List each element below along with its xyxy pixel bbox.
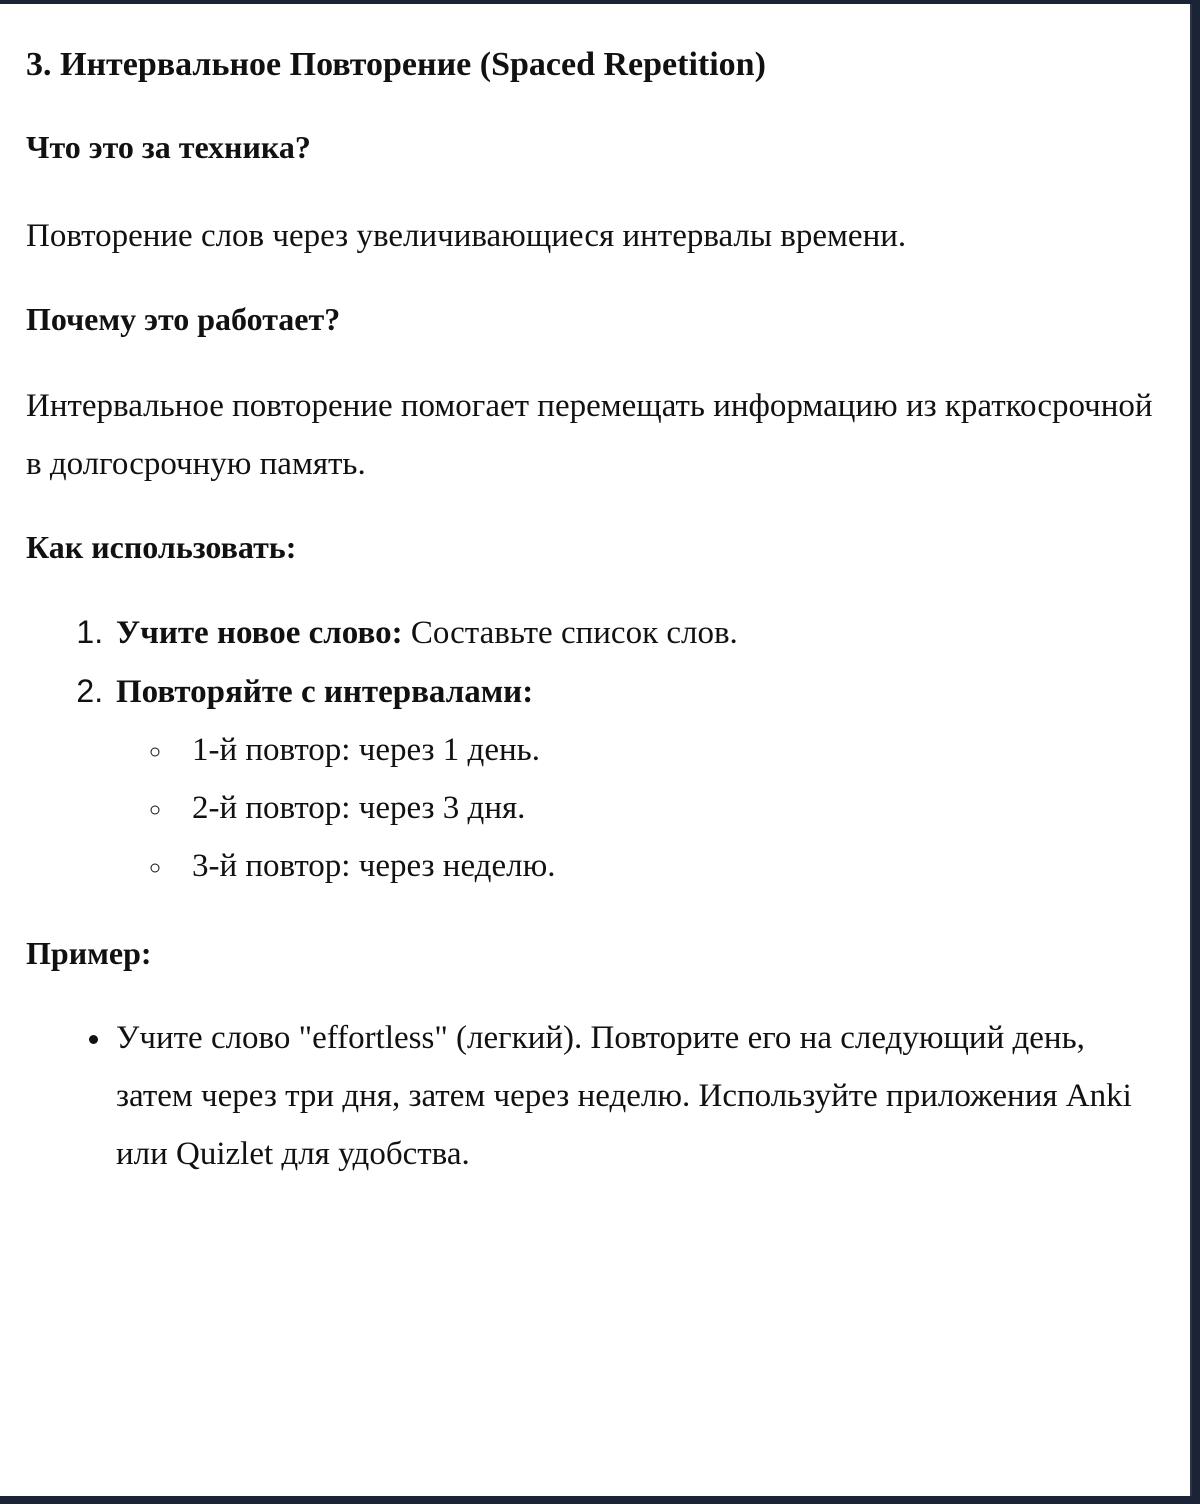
step-item <box>112 603 1166 662</box>
step-label: Повторяйте с интервалами: <box>116 673 534 710</box>
step-item <box>112 662 1166 895</box>
document-page <box>0 4 1192 1496</box>
section-heading-what: Что это за техника? <box>26 128 311 165</box>
interval-item: ◦ 1-й повтор: через 1 день. <box>174 721 1166 779</box>
section-heading-example: Пример: <box>26 934 152 971</box>
step-label: Учите новое слово: <box>116 614 403 651</box>
how-to-steps-list <box>26 603 1166 895</box>
example-list <box>26 1009 1166 1183</box>
section-heading-how: Как использовать: <box>26 528 297 565</box>
section-heading-why: Почему это работает? <box>26 300 341 337</box>
step-text: Составьте список слов. <box>402 614 738 651</box>
section-text-why: Интервальное повторение помогает перемещать информацию из краткосрочной в долгосрочную память. <box>26 387 1153 482</box>
interval-item: ◦ 3-й повтор: через неделю. <box>174 837 1166 895</box>
document-content <box>26 44 1166 1183</box>
example-item: • Учите слово "effortless" (легкий). Повторите его на следующий день, затем через три дня, затем через неделю. Используйте приложения Anki или Quizlet для удобства. <box>114 1009 1166 1183</box>
intervals-list <box>116 721 1166 895</box>
section-text-what: Повторение слов через увеличивающиеся интервалы времени. <box>26 217 907 254</box>
interval-item: ◦ 2-й повтор: через 3 дня. <box>174 779 1166 837</box>
document-title: 3. Интервальное Повторение (Spaced Repetition) <box>26 46 766 83</box>
